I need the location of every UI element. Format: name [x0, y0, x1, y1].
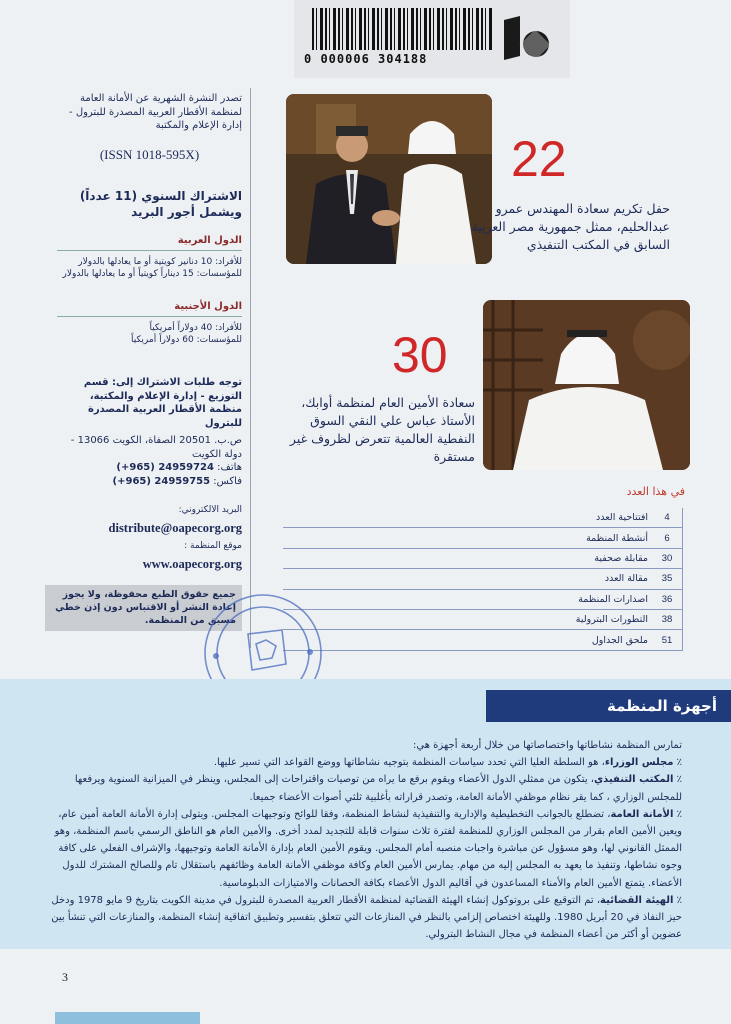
toc-row[interactable]	[283, 630, 683, 650]
toc-item-page: 35	[652, 569, 683, 589]
arab-institutions-price: للمؤسسات: 15 ديناراً كويتياً أو ما يعادلها بالدولار	[62, 269, 242, 280]
contact-address	[57, 434, 242, 488]
organ-name: الهيئة القضائية	[600, 894, 674, 906]
toc-item-label: التطورات البترولية	[283, 609, 652, 629]
organ-paragraph: ٪ الأمانة العامة، تضطلع بالجوانب التخطيطية والإدارية والتنفيذية لنشاط المنظمة، وفقا للوائح وتوجيهات المجلس. ويتولى إدارة الأمانة العامة أمين عام، ويعين الأمين العام بقرار من المجلس الوزاري للمنظمة لفترة ثلاث سنوات قابلة للتجديد لمدد أخرى. والأمين العام هو الناطق الرسمي باسم المنظمة، وهو الممثل القانوني لها، وهو مسؤول عن مباشرة واجبات منصبه أمام المجلس. ويقوم الأمين العام بإدارة الأمانة العامة وتوجيهها، والإشراف الفعلي على كافة وجوه نشاطها، وتنفيذ ما يعهد به المجلس إليه من مهام. يمارس الأمين العام وكافة موظفي الأمانة العامة وظائفهم باستقلال تام وللصالح المشترك للدول الأعضاء. يتمتع الأمين العام والأمناء المساعدون في أقاليم الدول الأعضاء بكافة الحصانات والامتيازات الدبلوماسية.	[54, 808, 682, 889]
organ-name: مجلس الوزراء	[604, 757, 674, 769]
organ-name: المكتب التنفيذي	[594, 774, 674, 786]
toc-item-page: 36	[652, 589, 683, 609]
toc-item-page: 4	[652, 508, 683, 528]
feature-2-page-number[interactable]: 30	[392, 327, 448, 383]
toc-item-page: 30	[652, 548, 683, 568]
organ-text: ، تم التوقيع على بروتوكول إنشاء الهيئة القضائية لمنظمة الأقطار العربية المصدرة للبترول في مدينة الكويت بتاريخ 9 مايو 1978 ودخل حيز النفاذ في 20 أبريل 1980. وللهيئة اختصاص إلزامي بالنظر في المنازعات التي تتعلق بتفسير وتطبيق اتفاقية إنشاء المنظمة، والمنازعات التي تنشأ بين عضوين أو أكثر من أعضاء المنظمة في مجال النشاط البترولي.	[51, 894, 682, 941]
email-link[interactable]: distribute@oapecorg.org	[108, 521, 242, 535]
secretary-general-photo	[483, 300, 690, 470]
section-heading: أجهزة المنظمة	[486, 690, 731, 722]
organ-name: الأمانة العامة	[610, 808, 674, 820]
arab-countries-heading: الدول العربية	[57, 234, 242, 251]
organ-text: ، يتكون من ممثلي الدول الأعضاء ويقوم برفع ما يراه من توصيات واقتراحات إلى المجلس، وينظر في الميزانية السنوية ويرفعها للمجلس الوزاري ، كما يقر نظام موظفي الأمانة العامة، وتصدر قراراته بأغلبية ثلثي أصوات الأعضاء جميعا.	[74, 774, 682, 803]
website-label: موقع المنظمة :	[184, 541, 242, 551]
barcode-digits: 0 000006 304188	[304, 52, 428, 66]
toc-item-page: 6	[652, 528, 683, 548]
arab-prices	[57, 256, 242, 280]
foreign-institutions-price: للمؤسسات: 60 دولاراً أمريكياً	[131, 335, 242, 346]
publisher-intro: تصدر النشرة الشهرية عن الأمانة العامة لمنظمة الأقطار العربية المصدرة للبترول - إدارة الإعلام والمكتبة	[69, 93, 242, 131]
subscription-requests: توجه طلبات الاشتراك إلى: قسم التوزيع - إدارة الإعلام والمكتبة، منظمة الأقطار العربية المصدرة للبترول	[83, 377, 242, 429]
feature-2-caption[interactable]: سعادة الأمين العام لمنظمة أوابك، الأستاذ عباس علي النقي السوق النفطية العالمية تتعرض لظروف غير مستقرة	[289, 395, 475, 465]
toc-item-page: 38	[652, 609, 683, 629]
table-of-contents	[283, 508, 683, 651]
postal-address: ص.ب. 20501 الصفاة، الكويت 13066 - دولة الكويت	[70, 435, 242, 460]
toc-row[interactable]	[283, 528, 683, 548]
organ-text: ، هو السلطة العليا التي تحدد سياسات المنظمة بتوجيه نشاطاتها ووضع القواعد التي تسير عليها.	[213, 757, 605, 769]
phone-number: 24959724 (965+)	[116, 462, 214, 473]
organs-body-text	[40, 737, 682, 943]
toc-row[interactable]	[283, 589, 683, 609]
page-number: 3	[62, 970, 68, 984]
portrait-illustration	[483, 300, 690, 470]
toc-row[interactable]	[283, 508, 683, 528]
subscription-column	[55, 88, 251, 648]
email-label: البريد الالكتروني:	[178, 505, 242, 515]
issn: (ISSN 1018-595X)	[99, 147, 200, 162]
footer-bar	[55, 1012, 200, 1024]
toc-item-page: 51	[652, 630, 683, 650]
fax-line	[57, 475, 242, 489]
toc-item-label: اصدارات المنظمة	[283, 589, 652, 609]
toc-item-label: افتتاحية العدد	[283, 508, 652, 528]
fax-number: 24959755 (965+)	[112, 475, 211, 487]
toc-item-label: مقابلة صحفية	[283, 548, 652, 568]
organs-intro: تمارس المنظمة نشاطاتها واختصاصاتها من خلال أربعة أجهزة هي:	[412, 740, 682, 751]
feature-1-caption[interactable]: حفل تكريم سعادة المهندس عمرو عبدالحليم، ممثل جمهورية مصر العربية السابق في المكتب التنفيذي	[471, 201, 670, 253]
toc-item-label: أنشطة المنظمة	[283, 528, 652, 548]
organ-paragraph: ٪ المكتب التنفيذي، يتكون من ممثلي الدول الأعضاء ويقوم برفع ما يراه من توصيات واقتراحات إلى المجلس، وينظر في الميزانية السنوية ويرفعها للمجلس الوزاري ، كما يقر نظام موظفي الأمانة العامة، وتصدر قراراته بأغلبية ثلثي أصوات الأعضاء جميعا.	[74, 774, 682, 803]
phone-line	[57, 461, 242, 475]
organ-text: ، تضطلع بالجوانب التخطيطية والإدارية والتنفيذية لنشاط المنظمة، وفقا للوائح وتوجيهات المجلس. ويتولى إدارة الأمانة العامة أمين عام، ويعين الأمين العام بقرار من المجلس الوزاري للمنظمة لفترة ثلاث سنوات قابلة للتجديد لمدد أخرى. والأمين العام هو الناطق الرسمي باسم المنظمة، وهو الممثل القانوني لها، وهو مسؤول عن مباشرة واجبات منصبه أمام المجلس. ويقوم الأمين العام بإدارة الأمانة العامة وتوجيهها، والإشراف الفعلي على كافة وجوه نشاطها، وتنفيذ ما يعهد به المجلس إليه من مهام. يمارس الأمين العام وكافة موظفي الأمانة العامة وظائفهم باستقلال تام وللصالح المشترك للدول الأعضاء. يتمتع الأمين العام والأمناء المساعدون في أقاليم الدول الأعضاء بكافة الحصانات والامتيازات الدبلوماسية.	[54, 808, 682, 889]
toc-item-label: مقالة العدد	[283, 569, 652, 589]
foreign-individuals-price: للأفراد: 40 دولاراً أمريكياً	[149, 323, 242, 333]
barcode	[294, 0, 570, 78]
barcode-bars	[312, 8, 492, 50]
feature-1-page-number[interactable]: 22	[511, 131, 567, 187]
toc-item-label: ملحق الجداول	[283, 630, 652, 650]
website-link[interactable]: www.oapecorg.org	[142, 557, 242, 571]
subscription-title: الاشتراك السنوي (11 عدداً) ويشمل أجور البريد	[79, 189, 242, 220]
arab-individuals-price: للأفراد: 10 دنانير كويتية أو ما يعادلها بالدولار	[78, 257, 242, 267]
oapec-logo-icon	[500, 12, 552, 64]
foreign-countries-heading: الدول الأجنبية	[57, 300, 242, 317]
fax-label: فاكس:	[213, 475, 242, 487]
toc-row[interactable]	[283, 609, 683, 629]
toc-title: في هذا العدد	[626, 485, 685, 498]
organ-paragraph: ٪ الهيئة القضائية، تم التوقيع على بروتوكول إنشاء الهيئة القضائية لمنظمة الأقطار العربية المصدرة للبترول في مدينة الكويت بتاريخ 9 مايو 1978 ودخل حيز النفاذ في 20 أبريل 1980. وللهيئة اختصاص إلزامي بالنظر في المنازعات التي تتعلق بتفسير وتطبيق اتفاقية إنشاء المنظمة، والمنازعات التي تنشأ بين عضوين أو أكثر من أعضاء المنظمة في مجال النشاط البترولي.	[51, 894, 682, 941]
organ-paragraph: ٪ مجلس الوزراء، هو السلطة العليا التي تحدد سياسات المنظمة بتوجيه نشاطاتها ووضع القواعد التي تسير عليها.	[213, 757, 682, 769]
phone-label: هاتف:	[217, 462, 242, 473]
toc-row[interactable]	[283, 569, 683, 589]
copyright-notice: جميع حقوق الطبع محفوظة، ولا يجوز إعادة النشر أو الاقتباس دون إذن خطي مسبق من المنظمة.	[45, 585, 242, 631]
toc-row[interactable]	[283, 548, 683, 568]
foreign-prices	[57, 322, 242, 346]
